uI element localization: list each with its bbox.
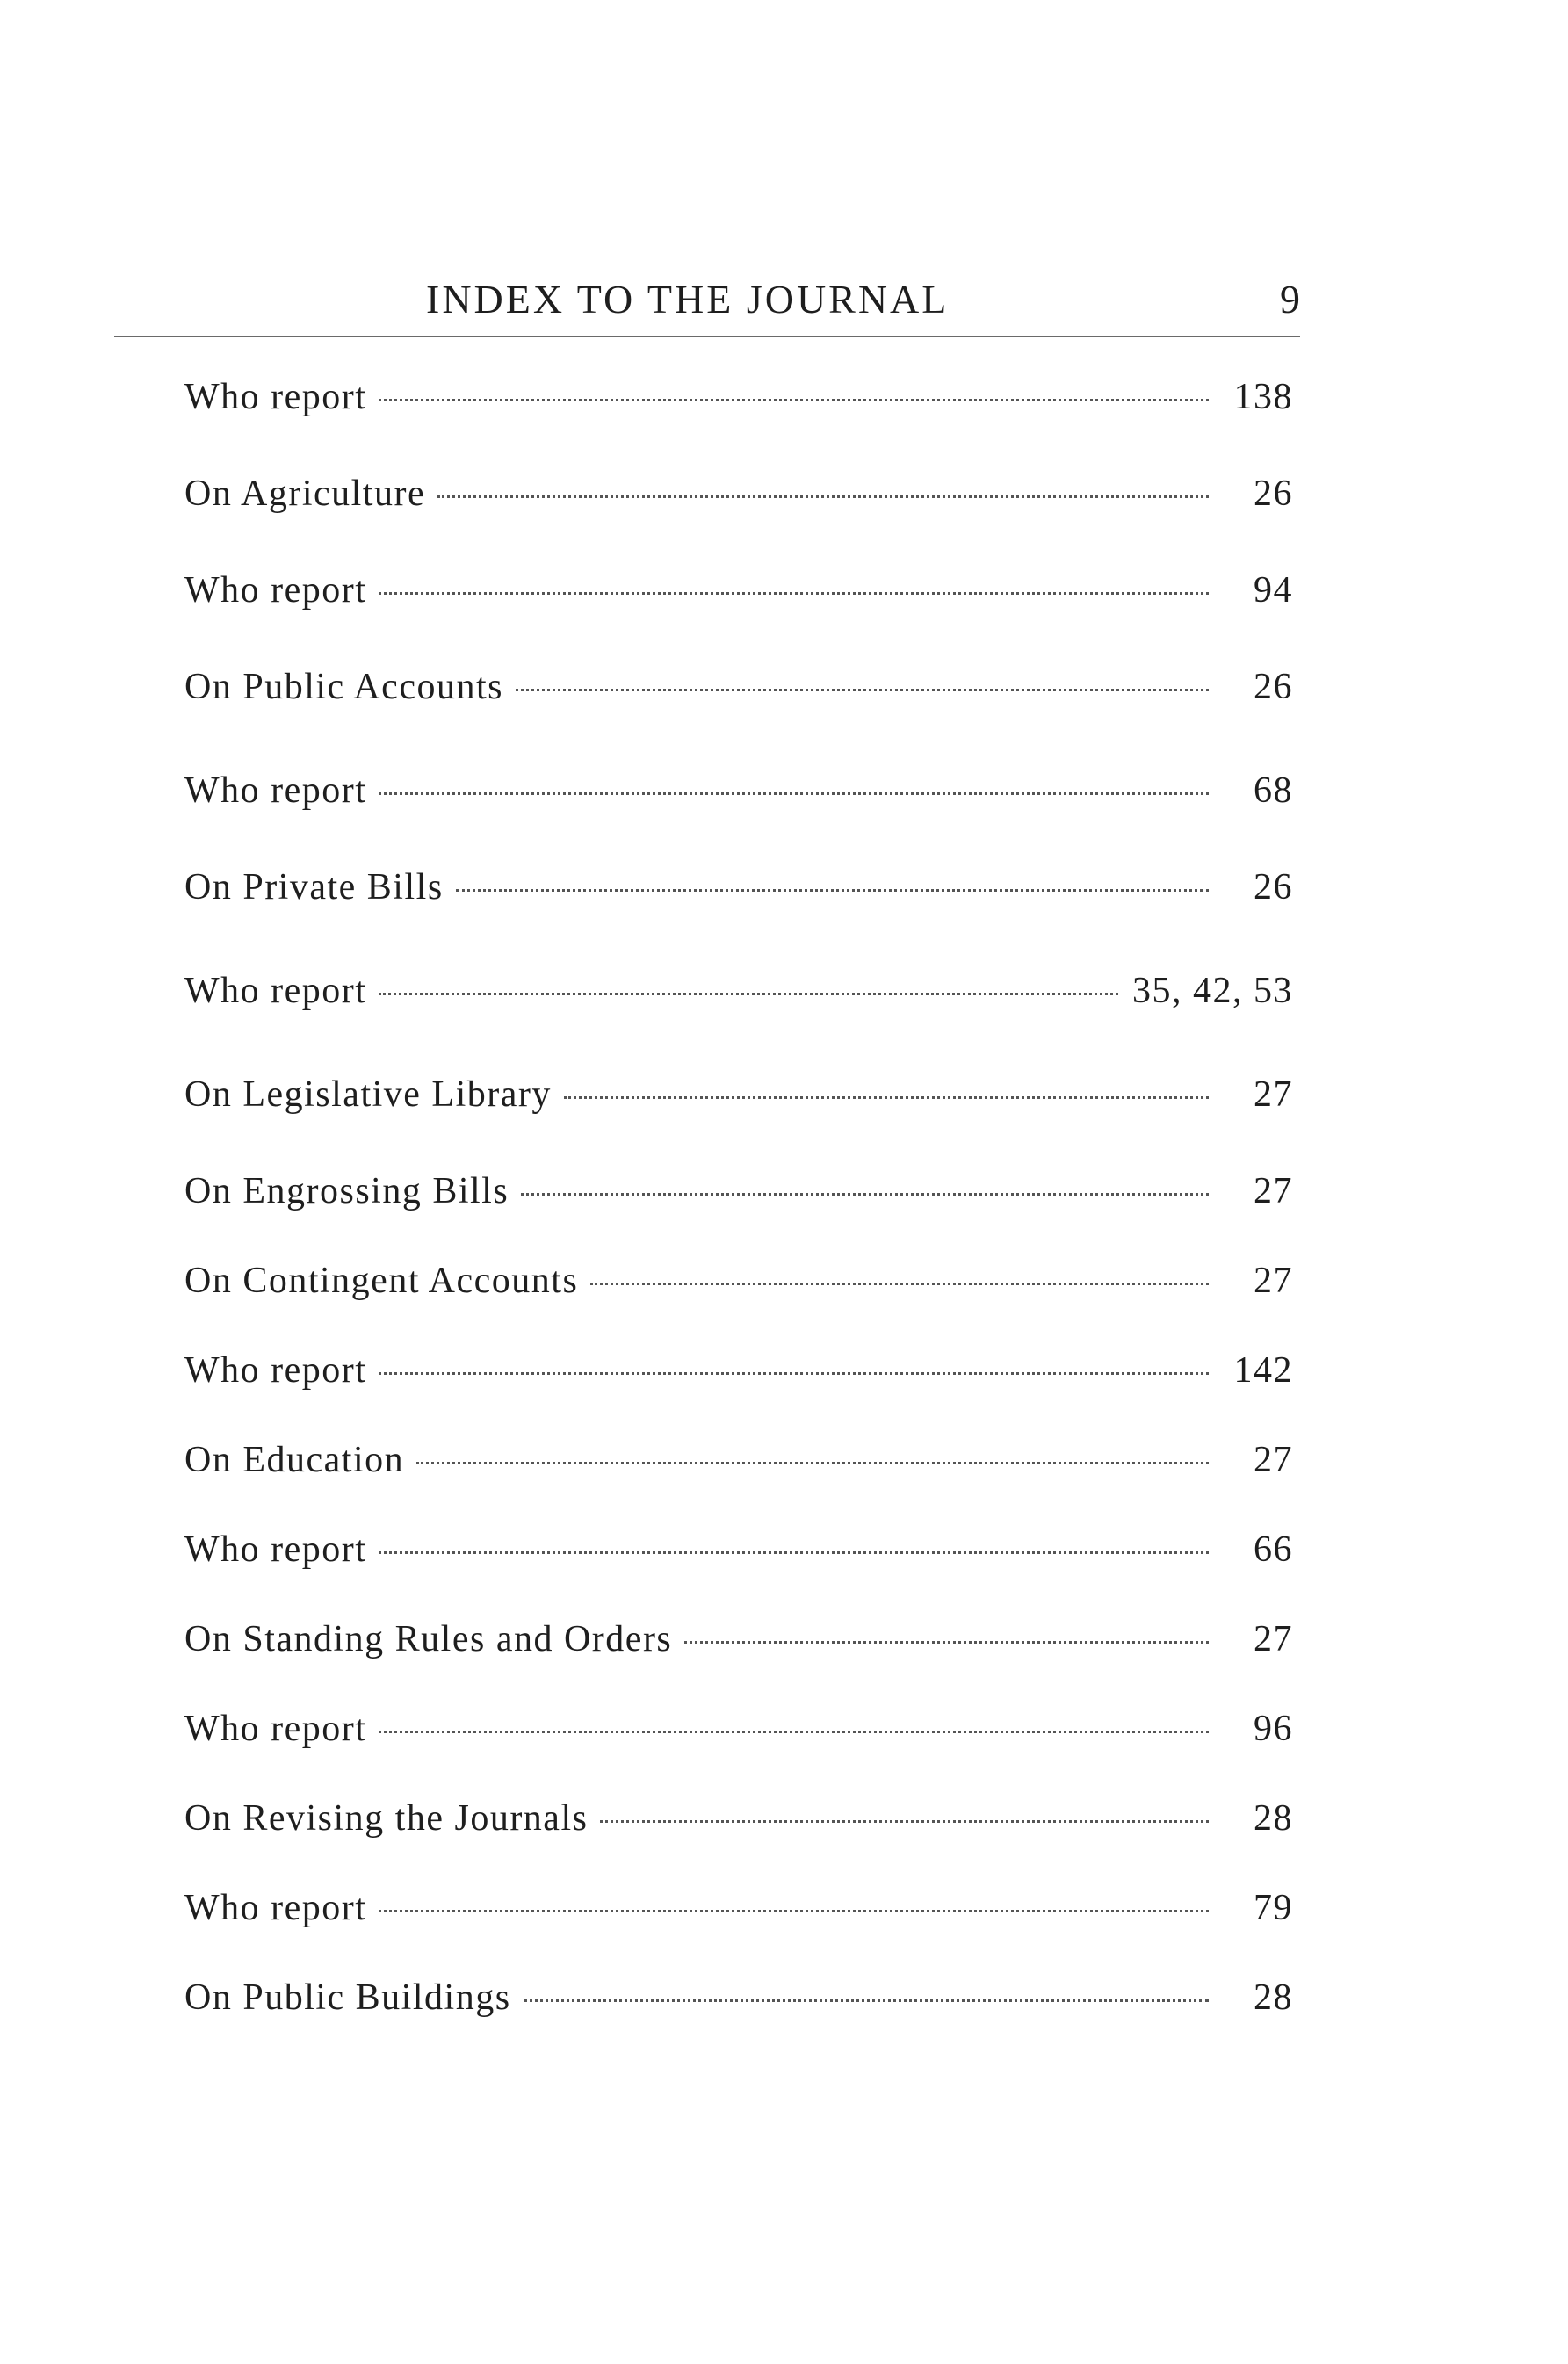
entry-label: On Private Bills xyxy=(184,867,444,907)
entry-page-ref: 26 xyxy=(1254,867,1293,907)
header-title: INDEX TO THE JOURNAL xyxy=(426,277,950,322)
dot-leader xyxy=(379,1910,1209,1912)
entry-label: Who report xyxy=(184,1350,367,1391)
entry-page-ref: 94 xyxy=(1254,570,1293,611)
entry-label: Who report xyxy=(184,377,367,417)
index-entry xyxy=(184,666,1293,719)
entry-label: On Revising the Journals xyxy=(184,1798,589,1839)
dot-leader xyxy=(379,792,1209,795)
index-entry xyxy=(184,866,1293,919)
entry-page-ref: 96 xyxy=(1254,1709,1293,1749)
dot-leader xyxy=(600,1820,1209,1823)
entry-label: Who report xyxy=(184,1529,367,1570)
entry-page-ref: 79 xyxy=(1254,1888,1293,1928)
entry-page-ref: 142 xyxy=(1233,1350,1293,1391)
entry-label: Who report xyxy=(184,1709,367,1749)
entry-page-ref: 28 xyxy=(1254,1798,1293,1839)
index-entry xyxy=(184,970,1293,1023)
entry-page-ref: 68 xyxy=(1254,770,1293,811)
entry-label: On Public Buildings xyxy=(184,1977,511,2018)
entry-page-ref: 27 xyxy=(1254,1440,1293,1480)
dot-leader xyxy=(379,1551,1209,1554)
index-entry xyxy=(184,1529,1293,1581)
index-entry xyxy=(184,1618,1293,1671)
entry-page-ref: 66 xyxy=(1254,1529,1293,1570)
running-header xyxy=(114,272,1300,334)
index-entry xyxy=(184,1170,1293,1223)
entry-label: Who report xyxy=(184,1888,367,1928)
dot-leader xyxy=(456,889,1209,892)
entry-label: On Agriculture xyxy=(184,474,426,514)
entry-label: Who report xyxy=(184,770,367,811)
index-entry xyxy=(184,1887,1293,1940)
index-entry xyxy=(184,473,1293,525)
entry-label: On Engrossing Bills xyxy=(184,1171,509,1211)
dot-leader xyxy=(379,993,1118,995)
entry-page-ref: 27 xyxy=(1254,1619,1293,1659)
dot-leader xyxy=(564,1096,1209,1099)
entry-page-ref: 27 xyxy=(1254,1171,1293,1211)
entry-page-ref: 26 xyxy=(1254,474,1293,514)
entry-page-ref: 35, 42, 53 xyxy=(1132,971,1293,1011)
dot-leader xyxy=(379,592,1209,595)
entry-label: On Legislative Library xyxy=(184,1074,552,1115)
index-entry xyxy=(184,1074,1293,1126)
entry-label: On Education xyxy=(184,1440,405,1480)
entry-page-ref: 28 xyxy=(1254,1977,1293,2018)
entry-page-ref: 27 xyxy=(1254,1074,1293,1115)
dot-leader xyxy=(379,1731,1209,1733)
dot-leader xyxy=(416,1462,1209,1464)
page-number: 9 xyxy=(1280,277,1300,322)
index-entry xyxy=(184,1349,1293,1402)
entry-label: Who report xyxy=(184,570,367,611)
entry-label: On Standing Rules and Orders xyxy=(184,1619,673,1659)
entry-page-ref: 138 xyxy=(1233,377,1293,417)
index-entry xyxy=(184,569,1293,622)
index-entry xyxy=(184,1797,1293,1850)
index-entry xyxy=(184,1977,1293,2029)
index-entry xyxy=(184,770,1293,822)
header-rule xyxy=(114,336,1300,337)
entry-label: On Public Accounts xyxy=(184,667,503,707)
index-entry xyxy=(184,1439,1293,1492)
index-entry xyxy=(184,1260,1293,1312)
dot-leader xyxy=(524,1999,1209,2002)
entry-page-ref: 27 xyxy=(1254,1261,1293,1301)
dot-leader xyxy=(437,495,1209,498)
dot-leader xyxy=(516,689,1209,691)
dot-leader xyxy=(379,399,1209,401)
index-entry xyxy=(184,376,1293,429)
dot-leader xyxy=(379,1372,1209,1375)
index-entry xyxy=(184,1708,1293,1760)
dot-leader xyxy=(590,1283,1209,1285)
dot-leader xyxy=(521,1193,1209,1196)
entry-page-ref: 26 xyxy=(1254,667,1293,707)
entry-label: Who report xyxy=(184,971,367,1011)
dot-leader xyxy=(684,1641,1209,1644)
entry-label: On Contingent Accounts xyxy=(184,1261,579,1301)
